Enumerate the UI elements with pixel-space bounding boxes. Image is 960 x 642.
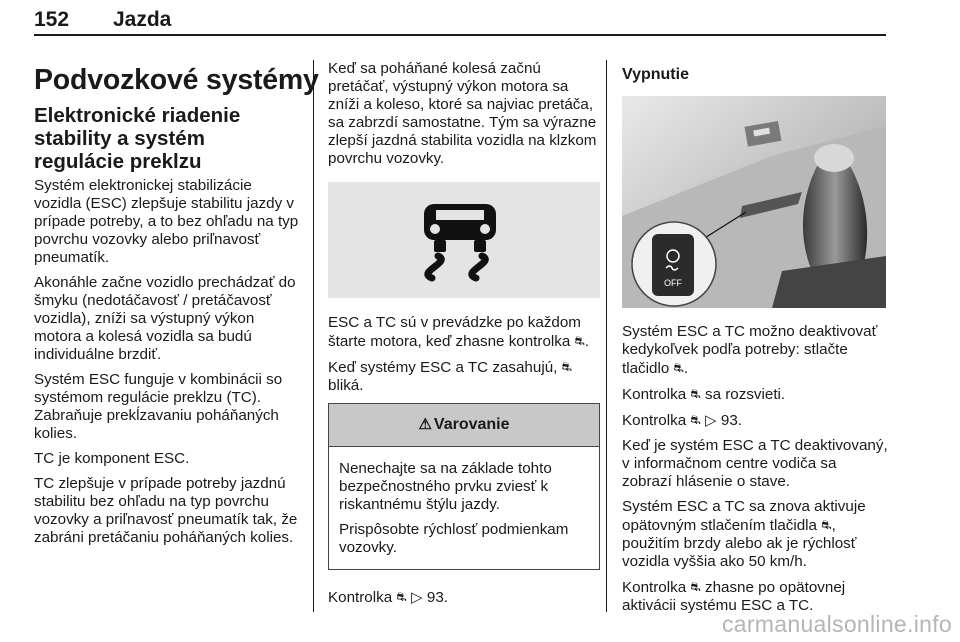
paragraph: Akonáhle začne vozidlo prechádzať do šmyku (nedotáčavosť / pretáčavosť vozidla), zníži sa výstupný výkon motora a kolesá vozidla sa budú individuálne brzdiť.	[34, 274, 296, 363]
section-title: Elektronické riadenie stability a systém regulácie preklzu	[34, 104, 241, 173]
text-column-3	[622, 66, 890, 622]
paragraph: Kontrolka ⛐ zhasne po opätovnej aktivácii systému ESC a TC.	[622, 579, 846, 614]
esc-off-indicator-icon: ⛐	[690, 413, 701, 427]
esc-off-indicator-icon: ⛐	[690, 580, 701, 594]
text-column-2	[328, 60, 598, 614]
esc-off-button-icon: ⛐	[821, 518, 832, 532]
page-header	[34, 6, 886, 36]
chapter-title: Podvozkové systémy	[34, 64, 319, 96]
esc-off-button-photo	[622, 96, 886, 308]
esc-skid-car-icon	[328, 182, 600, 298]
warning-title: Varovanie	[433, 416, 510, 433]
paragraph: Systém ESC funguje v kombinácii so systémom regulácie preklzu (TC). Zabraňuje prekĺzavaniu poháňaných kolies.	[34, 371, 283, 442]
paragraph: Kontrolka ⛐ sa rozsvieti.	[622, 386, 786, 403]
paragraph: TC je komponent ESC.	[34, 450, 190, 467]
reference-arrow-icon: ▷	[410, 589, 423, 606]
warning-box	[328, 403, 600, 570]
paragraph: Kontrolka ⛐ ▷ 93.	[328, 589, 449, 606]
paragraph: ESC a TC sú v prevádzke po každom štarte motora, keď zhasne kontrolka ⛐.	[328, 314, 590, 350]
paragraph: Systém ESC a TC možno deaktivovať kedykoľvek podľa potreby: stlačte tlačidlo ⛐.	[622, 323, 878, 377]
esc-off-indicator-icon: ⛐	[690, 387, 701, 401]
watermark: carmanualsonline.info	[721, 611, 952, 637]
paragraph: Kontrolka ⛐ ▷ 93.	[622, 412, 743, 429]
paragraph: Keď je systém ESC a TC deaktivovaný, v informačnom centre vodiča sa zobrazí hlásenie o stave.	[622, 437, 888, 490]
esc-symbol-illustration	[328, 182, 600, 298]
paragraph: Keď systémy ESC a TC zasahujú, ⛐ bliká.	[328, 359, 572, 394]
warning-body	[329, 447, 599, 569]
paragraph: Keď sa poháňané kolesá začnú pretáčať, výstupný výkon motora sa zníži a koleso, ktoré sa najviac pretáča, sa zabrzdí samostatne. Tým sa výrazne zlepší jazdná stabilita vozidla na klzkom povrchu vozovky.	[328, 60, 597, 167]
paragraph: Systém elektronickej stabilizácie vozidla (ESC) zlepšuje stabilitu jazdy v prípade potreby, a to bez ohľadu na typ povrchu vozovky alebo priľnavosť pneumatík.	[34, 177, 299, 266]
reference-arrow-icon: ▷	[704, 412, 717, 429]
esc-off-button-icon: ⛐	[673, 361, 684, 375]
esc-indicator-icon: ⛐	[561, 360, 572, 374]
text-column-1	[34, 104, 300, 554]
warning-text: Prispôsobte rýchlosť podmienkam vozovky.	[339, 521, 569, 556]
warning-header	[329, 404, 599, 447]
column-divider	[606, 60, 607, 612]
warning-triangle-icon: ⚠	[418, 416, 432, 433]
console-photo-illustration	[622, 96, 886, 308]
paragraph: Systém ESC a TC sa znova aktivuje opätovným stlačením tlačidla ⛐, použitím brzdy alebo ak je rýchlosť vozidla vyššia ako 50 km/h.	[622, 498, 866, 570]
running-section-title: Jazda	[113, 8, 172, 31]
warning-text: Nenechajte sa na základe tohto bezpečnostného prvku zviesť k riskantnému štýlu jazdy.	[339, 460, 552, 513]
photo-button-label: OFF	[664, 278, 682, 288]
esc-indicator-icon: ⛐	[574, 334, 585, 348]
paragraph: TC zlepšuje v prípade potreby jazdnú stabilitu bez ohľadu na typ povrchu vozovky a priľnavosť pneumatík tak, že zabráni pretáčaniu poháňaných kolies.	[34, 475, 298, 546]
esc-indicator-icon: ⛐	[396, 590, 407, 604]
page-number: 152	[34, 8, 70, 31]
column-divider	[313, 60, 314, 612]
subsection-heading: Vypnutie	[622, 66, 689, 83]
